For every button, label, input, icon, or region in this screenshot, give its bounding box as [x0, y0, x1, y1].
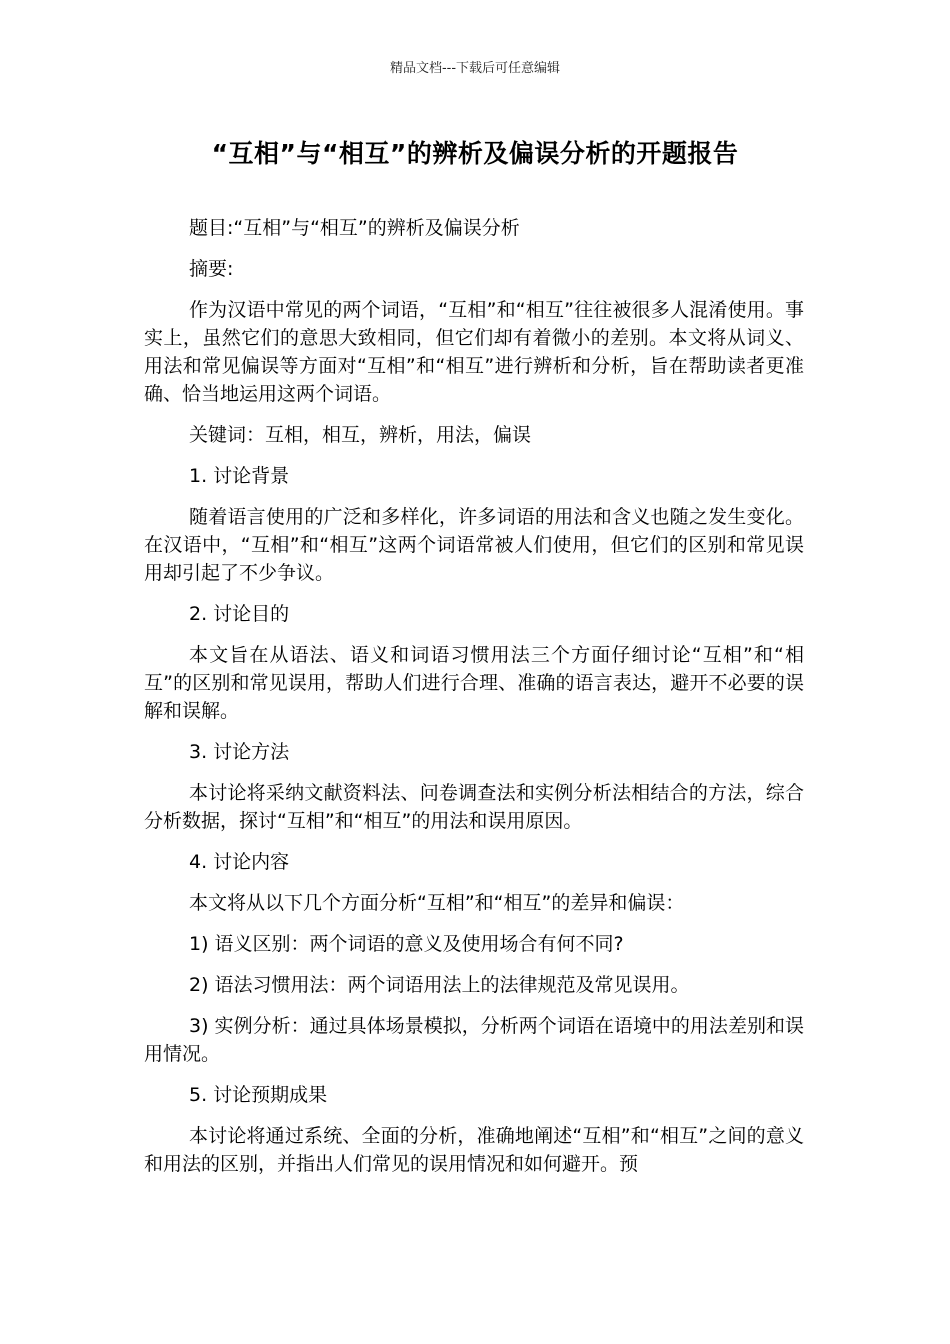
paragraph-content-intro: 本文将从以下几个方面分析“互相”和“相互”的差异和偏误：	[189, 892, 685, 914]
paragraph-background: 随着语言使用的广泛和多样化，许多词语的用法和含义也随之发生变化。在汉语中，“互相”和“相互”这两个词语常被人们使用，但它们的区别和常见误用却引起了不少争议。	[144, 506, 804, 584]
document-title: “互相”与“相互”的辨析及偏误分析的开题报告	[211, 139, 739, 168]
paragraph-expected-results: 本讨论将通过系统、全面的分析，准确地阐述“互相”和“相互”之间的意义和用法的区别，并指出人们常见的误用情况和如何避开。预	[144, 1125, 804, 1175]
section-heading-4: 4. 讨论内容	[189, 851, 290, 873]
list-item-2: 2) 语法习惯用法：两个词语用法上的法律规范及常见误用。	[189, 974, 690, 996]
list-item-3: 3) 实例分析：通过具体场景模拟，分析两个词语在语境中的用法差别和误用情况。	[144, 1015, 804, 1065]
paragraph-method: 本讨论将采纳文献资料法、问卷调查法和实例分析法相结合的方法，综合分析数据，探讨“互相”和“相互”的用法和误用原因。	[144, 782, 804, 832]
paragraph-purpose: 本文旨在从语法、语义和词语习惯用法三个方面仔细讨论“互相”和“相互”的区别和常见误用，帮助人们进行合理、准确的语言表达，避开不必要的误解和误解。	[144, 644, 804, 722]
paragraph-keywords: 关键词：互相，相互，辨析，用法，偏误	[189, 424, 532, 446]
paragraph-abstract: 作为汉语中常见的两个词语，“互相”和“相互”往往被很多人混淆使用。事实上，虽然它们的意思大致相同，但它们却有着微小的差别。本文将从词义、用法和常见偏误等方面对“互相”和“相互”进行辨析和分析，旨在帮助读者更准确、恰当地运用这两个词语。	[144, 299, 804, 405]
paragraph-abstract-label: 摘要:	[189, 258, 234, 280]
document-body	[144, 214, 804, 1191]
paragraph-topic: 题目:“互相”与“相互”的辨析及偏误分析	[189, 217, 520, 239]
section-heading-3: 3. 讨论方法	[189, 741, 290, 763]
page-header: 精品文档---下载后可任意编辑	[389, 61, 561, 76]
section-heading-2: 2. 讨论目的	[189, 603, 290, 625]
section-heading-1: 1. 讨论背景	[189, 465, 290, 487]
list-item-1: 1) 语义区别：两个词语的意义及使用场合有何不同?	[189, 933, 624, 955]
section-heading-5: 5. 讨论预期成果	[189, 1084, 328, 1106]
